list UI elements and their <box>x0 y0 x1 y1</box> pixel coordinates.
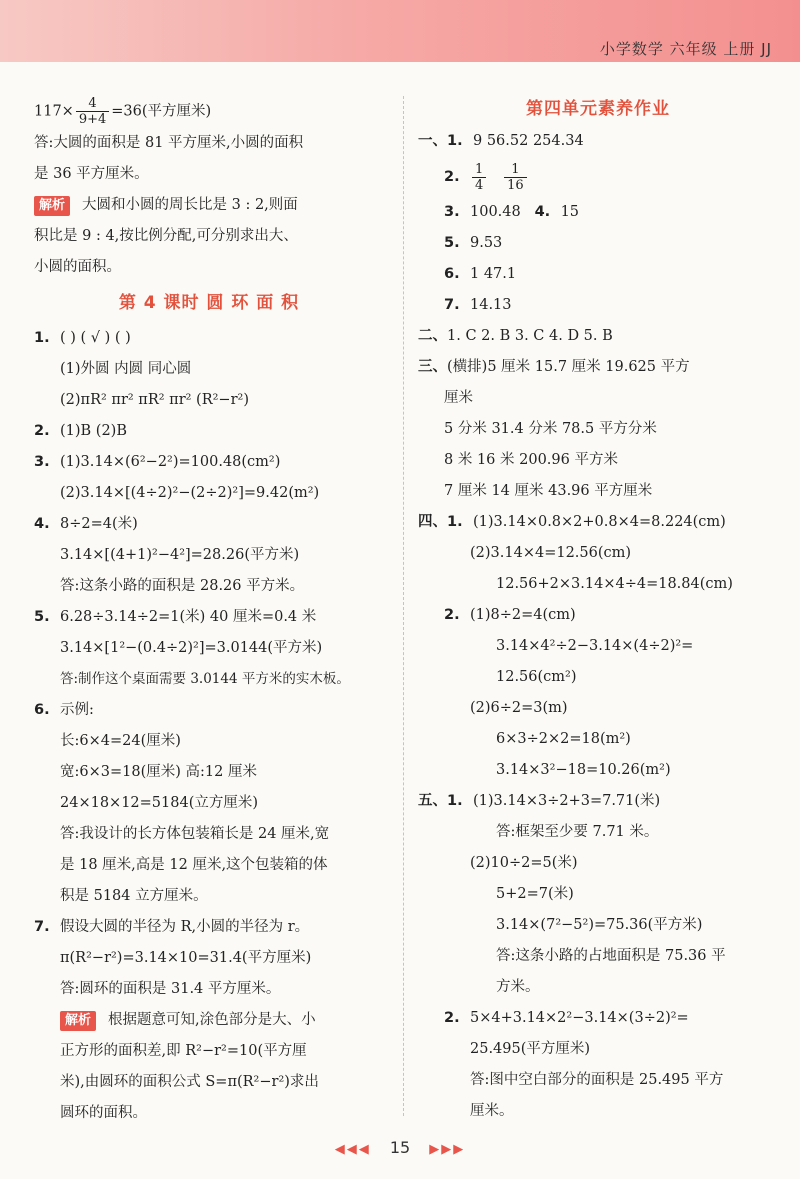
answer-line: 宽:6×3=18(厘米) 高:12 厘米 <box>60 763 257 780</box>
section-2: 二、1. C 2. B 3. C 4. D 5. B <box>418 328 613 344</box>
answer-line: 答:图中空白部分的面积是 25.495 平方 <box>470 1072 724 1088</box>
question-6: 6. 示例: <box>34 701 94 718</box>
analysis-line: 圆环的面积。 <box>60 1104 147 1121</box>
book-title: 小学数学 六年级 上册 JJ <box>599 40 772 58</box>
next-arrows-icon: ▶▶▶ <box>429 1142 466 1157</box>
column-divider <box>403 96 404 1116</box>
answer-line: 6. 1 47.1 <box>444 266 517 282</box>
section-3: 三、(横排)5 厘米 15.7 厘米 19.625 平方 <box>418 359 690 375</box>
answer-line: 2. (1)8÷2=4(cm) <box>444 607 576 623</box>
fraction: $\frac{1}{4}$ <box>472 162 486 193</box>
answer-line: 是 36 平方厘米。 <box>34 165 149 182</box>
answer-line: 厘米 <box>444 390 473 406</box>
answer-line: 5+2=7(米) <box>496 886 574 902</box>
analysis-line: 正方形的面积差,即 R²−r²=10(平方厘 <box>60 1042 307 1059</box>
question-2: 2. (1)B (2)B <box>34 422 127 439</box>
analysis-line: 积比是 9 : 4,按比例分配,可分别求出大、 <box>34 227 298 244</box>
right-column <box>418 96 778 1127</box>
answer-line: 3.14×(7²−5²)=75.36(平方米) <box>496 917 703 933</box>
answer-line: 厘米。 <box>470 1103 514 1119</box>
analysis-badge: 解析 <box>60 1011 96 1031</box>
answer-line: π(R²−r²)=3.14×10=31.4(平方厘米) <box>60 949 312 966</box>
answer-line: 3.14×[1²−(0.4÷2)²]=3.0144(平方米) <box>60 639 323 656</box>
page-number: 15 <box>389 1138 411 1157</box>
answer-line: 3. 100.48 4. 15 <box>444 204 580 220</box>
answer-line: (2)3.14×4=12.56(cm) <box>470 545 632 561</box>
answer-line: 6×3÷2×2=18(m²) <box>496 731 631 747</box>
answer-line: 5. 9.53 <box>444 235 503 251</box>
answer-line: 12.56(cm²) <box>496 669 577 685</box>
answer-line: 3.14×3²−18=10.26(m²) <box>496 762 671 778</box>
top-expression: 117× $\frac{4}{9+4}$ =36(平方厘米) <box>34 96 212 127</box>
answer-line: 答:框架至少要 7.71 米。 <box>496 824 659 840</box>
answer-line: 答:我设计的长方体包装箱长是 24 厘米,宽 <box>60 825 330 842</box>
section-1: 一、1. 9 56.52 254.34 <box>418 133 584 149</box>
answer-line: 2. $\frac{1}{4}$ $\frac{1}{16}$ <box>418 157 778 197</box>
question-1: 1. ( ) ( √ ) ( ) <box>34 329 131 346</box>
answer-line: 8 米 16 米 200.96 平方米 <box>444 452 618 468</box>
analysis-line: 解析 根据题意可知,涂色部分是大、小 <box>34 1005 384 1036</box>
page-footer <box>0 1138 800 1157</box>
answer-line: 7. 14.13 <box>444 297 512 313</box>
question-5: 5. 6.28÷3.14÷2=1(米) 40 厘米=0.4 米 <box>34 608 317 625</box>
answer-line: 答:大圆的面积是 81 平方厘米,小圆的面积 <box>34 134 304 151</box>
answer-line: 积是 5184 立方厘米。 <box>60 887 208 904</box>
answer-line: (2)πR² πr² πR² πr² (R²−r²) <box>60 391 249 408</box>
answer-line: 3.14×4²÷2−3.14×(4÷2)²= <box>496 638 694 654</box>
answer-line: 7 厘米 14 厘米 43.96 平方厘米 <box>444 483 653 499</box>
analysis-line: 米),由圆环的面积公式 S=π(R²−r²)求出 <box>60 1073 319 1090</box>
answer-line: 24×18×12=5184(立方厘米) <box>60 794 259 811</box>
page-header <box>0 0 800 62</box>
section-4: 四、1. (1)3.14×0.8×2+0.8×4=8.224(cm) <box>418 514 726 530</box>
answer-line: 答:制作这个桌面需要 3.0144 平方米的实木板。 <box>60 670 350 687</box>
question-4: 4. 8÷2=4(米) <box>34 515 138 532</box>
answer-line: (2)3.14×[(4÷2)²−(2÷2)²]=9.42(m²) <box>60 484 320 501</box>
answer-line: 2. 5×4+3.14×2²−3.14×(3÷2)²= <box>444 1010 689 1026</box>
answer-line: 是 18 厘米,高是 12 厘米,这个包装箱的体 <box>60 856 328 873</box>
answer-line: 方米。 <box>496 979 540 995</box>
analysis-line: 解析 大圆和小圆的周长比是 3 : 2,则面 <box>34 190 384 221</box>
analysis-badge: 解析 <box>34 196 70 216</box>
unit-title: 第四单元素养作业 <box>526 99 670 119</box>
fraction: $\frac{4}{9+4}$ <box>76 96 109 127</box>
fraction: $\frac{1}{16}$ <box>504 162 527 193</box>
left-column <box>34 96 384 1129</box>
lesson-title: 第 4 课时 圆 环 面 积 <box>118 292 300 313</box>
answer-line: 长:6×4=24(厘米) <box>60 732 181 749</box>
prev-arrows-icon: ◀◀◀ <box>334 1142 371 1157</box>
answer-line: 答:这条小路的占地面积是 75.36 平 <box>496 948 726 964</box>
answer-line: 答:这条小路的面积是 28.26 平方米。 <box>60 577 305 594</box>
answer-line: (1)外圆 内圆 同心圆 <box>60 360 192 377</box>
question-3: 3. (1)3.14×(6²−2²)=100.48(cm²) <box>34 453 281 470</box>
answer-line: 3.14×[(4+1)²−4²]=28.26(平方米) <box>60 546 300 563</box>
answer-line: (2)10÷2=5(米) <box>470 855 578 871</box>
analysis-line: 小圆的面积。 <box>34 258 121 275</box>
answer-line: 答:圆环的面积是 31.4 平方厘米。 <box>60 980 281 997</box>
answer-line: (2)6÷2=3(m) <box>470 700 568 716</box>
answer-line: 12.56+2×3.14×4÷4=18.84(cm) <box>496 576 733 592</box>
section-5: 五、1. (1)3.14×3÷2+3=7.71(米) <box>418 793 661 809</box>
answer-line: 5 分米 31.4 分米 78.5 平方分米 <box>444 421 657 437</box>
question-7: 7. 假设大圆的半径为 R,小圆的半径为 r。 <box>34 918 310 935</box>
answer-line: 25.495(平方厘米) <box>470 1041 591 1057</box>
